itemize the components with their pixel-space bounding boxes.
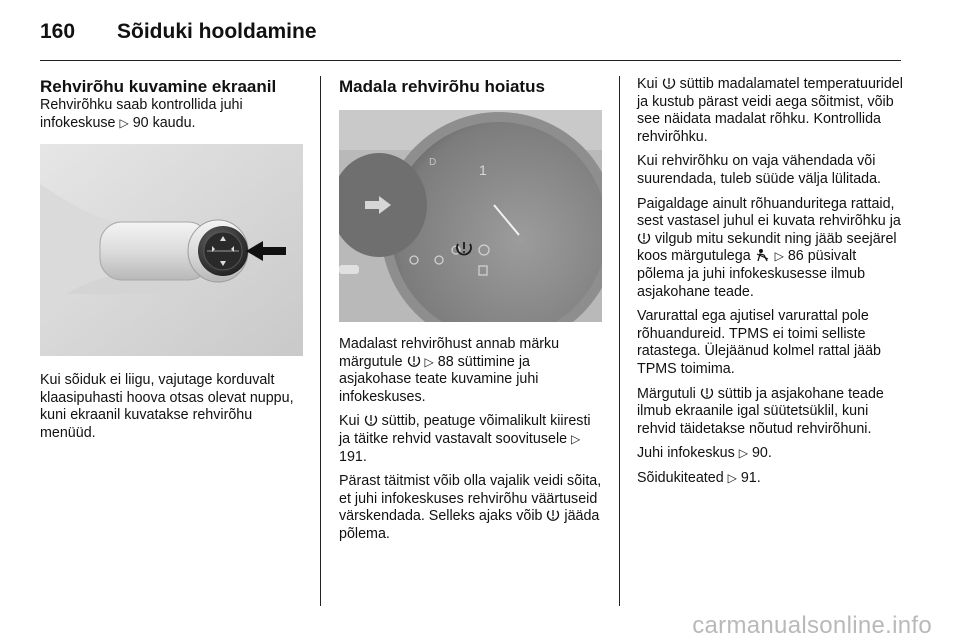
tpms-warning-icon xyxy=(364,413,378,427)
page-reference: 88 xyxy=(437,353,454,370)
wiper-lever-button-illustration xyxy=(40,144,303,356)
site-watermark: carmanualsonline.info xyxy=(692,612,932,639)
page-reference: 91 xyxy=(740,469,757,486)
column-divider-1 xyxy=(320,76,321,606)
col1-instruction: Kui sõiduk ei liigu, vajutage korduvalt klaasipuhasti hoova otsas olevat nuppu, kuni ekraanil kuvatakse rehvirõhu menüüd. xyxy=(40,372,294,441)
col3-para-4: Varurattal ega ajutisel varurattal pole rõhuandureid. TPMS ei toimi selliste ratastega. Ülejäänud kolmel rattal jääb TPMS toimima. xyxy=(637,308,881,377)
header-rule xyxy=(40,60,901,61)
tpms-warning-icon xyxy=(662,76,676,90)
tpms-warning-icon xyxy=(700,386,714,400)
reference-arrow-icon: ▷ xyxy=(119,115,129,130)
instrument-cluster-illustration xyxy=(339,110,602,322)
section-heading-low-tire-pressure: Madala rehvirõhu hoiatus xyxy=(339,77,545,96)
page-reference: 90 xyxy=(132,114,149,131)
chapter-title: Sõiduki hooldamine xyxy=(117,20,317,43)
section-heading-tire-pressure-display: Rehvirõhu kuvamine ekraanil xyxy=(40,77,277,96)
page-reference: 86 xyxy=(787,248,804,265)
reference-arrow-icon: ▷ xyxy=(727,470,737,485)
col1-intro: Rehvirõhku saab kontrollida juhi infokeskuse ▷ 90 kaudu. xyxy=(40,97,243,131)
reference-arrow-icon: ▷ xyxy=(774,249,784,264)
tpms-warning-icon xyxy=(637,231,651,245)
col3-para-5: Märgutuli süttib ja asjakohane teade ilmub ekraanile igal süütetsüklil, kuni rehvid täidetakse nõutud rehvirõhuni. xyxy=(637,385,884,437)
column-2 xyxy=(339,76,605,551)
col2-para-3: Pärast täitmist võib olla vajalik veidi sõita, et juhi infokeskuses rehvirõhu väärtuseid värskendada. Selleks ajaks võib jääda põlema. xyxy=(339,473,602,542)
svg-text:D: D xyxy=(429,157,437,168)
col3-para-3: Paigaldage ainult rõhuanduritega rattaid, sest vastasel juhul ei kuvata rehvirõhku ja vilgub mitu sekundit ning jääb seejärel koos märgutulega ▷ 86 püsivalt põlema ja juhi infokeskusesse ilmub asjakohane teade. xyxy=(637,195,901,300)
column-3 xyxy=(637,76,907,494)
column-1 xyxy=(40,76,306,450)
col2-para-2: Kui süttib, peatuge võimalikult kiiresti ja täitke rehvid vastavalt soovitusele ▷ 191. xyxy=(339,413,591,465)
tpms-warning-icon xyxy=(546,508,560,522)
col3-para-1: Kui süttib madalamatel temperatuuridel ja kustub pärast veidi aega sõitmist, võib see näidata madalat rõhku. Kontrollida rehvirõhku. xyxy=(637,76,903,145)
reference-arrow-icon: ▷ xyxy=(571,431,581,446)
column-divider-2 xyxy=(619,76,620,606)
page-number: 160 xyxy=(40,20,76,43)
reference-arrow-icon: ▷ xyxy=(738,446,748,461)
col2-para-1: Madalast rehvirõhust annab märku märgutule ▷ 88 süttimine ja asjakohase teate kuvamine juhi infokeskuses. xyxy=(339,336,560,405)
tpms-warning-icon xyxy=(407,354,421,368)
col3-para-7: Sõidukiteated ▷ 91. xyxy=(637,469,761,486)
svg-text:1: 1 xyxy=(479,162,487,178)
page-reference: 90 xyxy=(751,445,768,462)
col3-para-2: Kui rehvirõhku on vaja vähendada või suurendada, tuleb süüde välja lülitada. xyxy=(637,153,882,187)
reference-arrow-icon: ▷ xyxy=(424,354,434,369)
col3-para-6: Juhi infokeskus ▷ 90. xyxy=(637,445,772,462)
page-reference: 191 xyxy=(339,448,363,465)
seatbelt-warning-icon xyxy=(755,248,771,262)
